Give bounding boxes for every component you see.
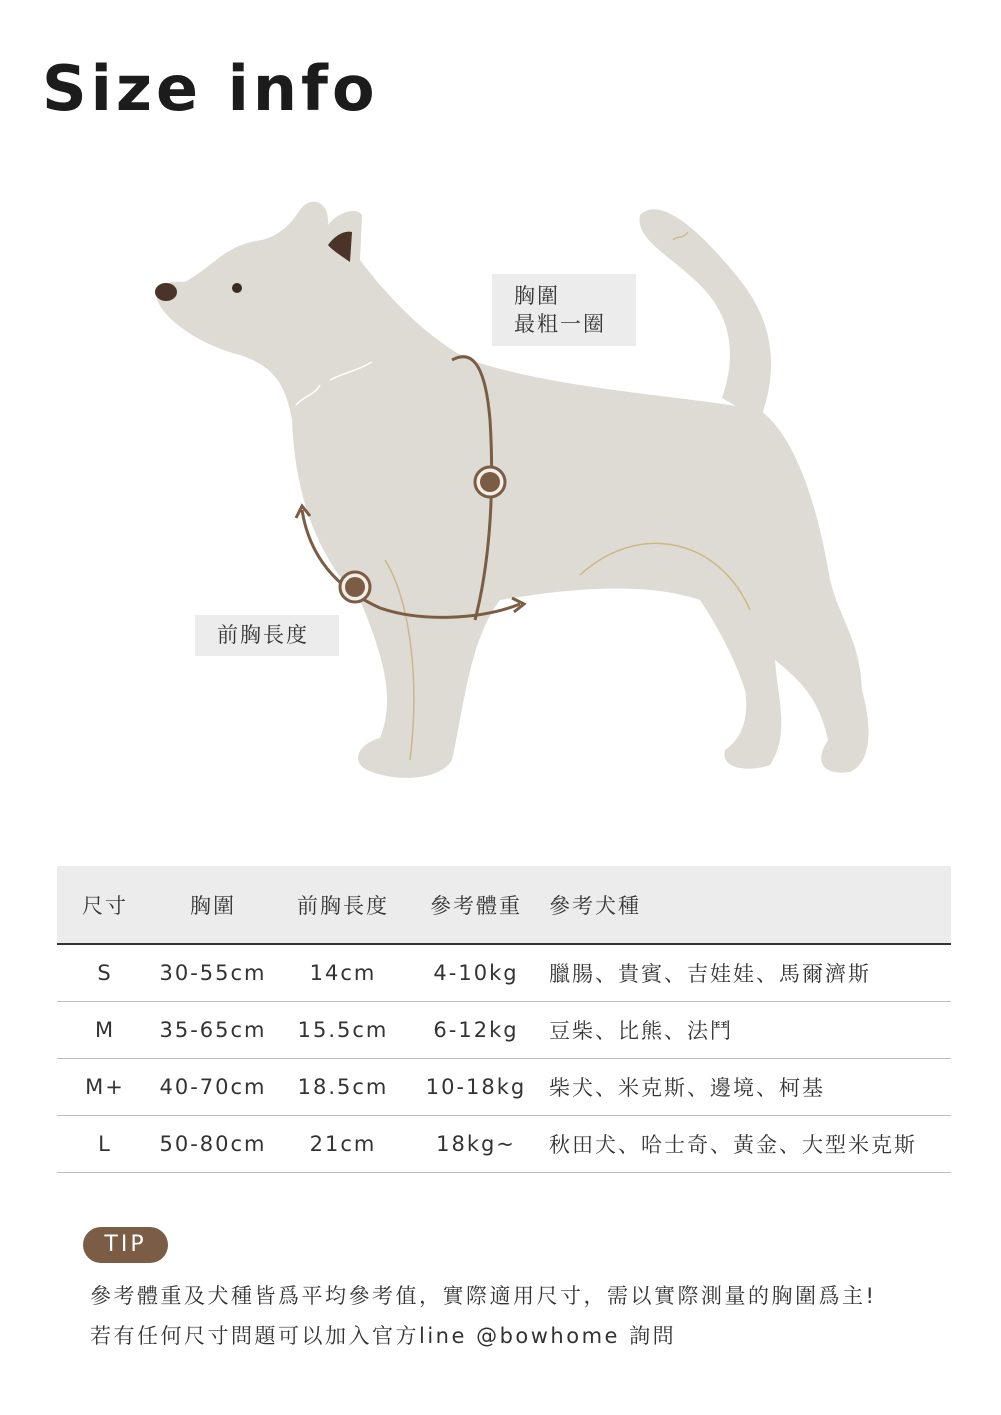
cell-chest: 35-65cm xyxy=(159,1018,267,1042)
tip-badge: TIP xyxy=(83,1227,168,1263)
dog-nose xyxy=(155,283,177,301)
cell-size: S xyxy=(97,961,113,985)
cell-front-chest: 14cm xyxy=(309,961,377,985)
cell-chest: 30-55cm xyxy=(159,961,267,985)
cell-front-chest: 18.5cm xyxy=(297,1075,389,1099)
cell-breeds: 臘腸、貴賓、吉娃娃、馬爾濟斯 xyxy=(549,962,871,986)
cell-weight: 4-10kg xyxy=(433,961,519,985)
table-row xyxy=(57,1116,951,1173)
page-title: Size info xyxy=(42,52,379,125)
cell-size: M+ xyxy=(85,1075,125,1099)
dog-tail xyxy=(640,209,772,420)
size-table xyxy=(57,866,951,1173)
header-chest: 胸圍 xyxy=(190,893,236,918)
dog-illustration xyxy=(0,180,1001,800)
cell-breeds: 柴犬、米克斯、邊境、柯基 xyxy=(549,1076,825,1100)
cell-front-chest: 21cm xyxy=(309,1132,377,1156)
cell-weight: 18kg~ xyxy=(436,1132,516,1156)
front-marker-icon xyxy=(340,572,370,602)
tip-line-1: 參考體重及犬種皆爲平均參考值，實際適用尺寸，需以實際測量的胸圍爲主! xyxy=(90,1284,877,1308)
table-row xyxy=(57,945,951,1002)
header-weight: 參考體重 xyxy=(430,893,522,918)
tip-line-2: 若有任何尺寸問題可以加入官方line @bowhome 詢問 xyxy=(90,1324,677,1348)
cell-weight: 10-18kg xyxy=(425,1075,527,1099)
cell-breeds: 秋田犬、哈士奇、黃金、大型米克斯 xyxy=(549,1133,917,1157)
chest-label-line1: 胸圍 xyxy=(514,284,560,308)
cell-breeds: 豆柴、比熊、法鬥 xyxy=(549,1019,733,1043)
table-header xyxy=(57,866,951,945)
chest-girth-label xyxy=(492,274,636,346)
cell-size: M xyxy=(94,1018,116,1042)
cell-chest: 40-70cm xyxy=(159,1075,267,1099)
cell-size: L xyxy=(98,1132,112,1156)
header-front-chest: 前胸長度 xyxy=(297,893,389,918)
header-breeds: 參考犬種 xyxy=(549,893,641,918)
front-chest-label: 前胸長度 xyxy=(195,615,339,656)
cell-front-chest: 15.5cm xyxy=(297,1018,389,1042)
chest-marker-icon xyxy=(475,467,505,497)
table-row xyxy=(57,1059,951,1116)
cell-chest: 50-80cm xyxy=(159,1132,267,1156)
dog-eye xyxy=(232,283,242,293)
cell-weight: 6-12kg xyxy=(433,1018,519,1042)
chest-label-line2: 最粗一圈 xyxy=(514,312,606,336)
table-row xyxy=(57,1002,951,1059)
header-size: 尺寸 xyxy=(82,893,128,918)
